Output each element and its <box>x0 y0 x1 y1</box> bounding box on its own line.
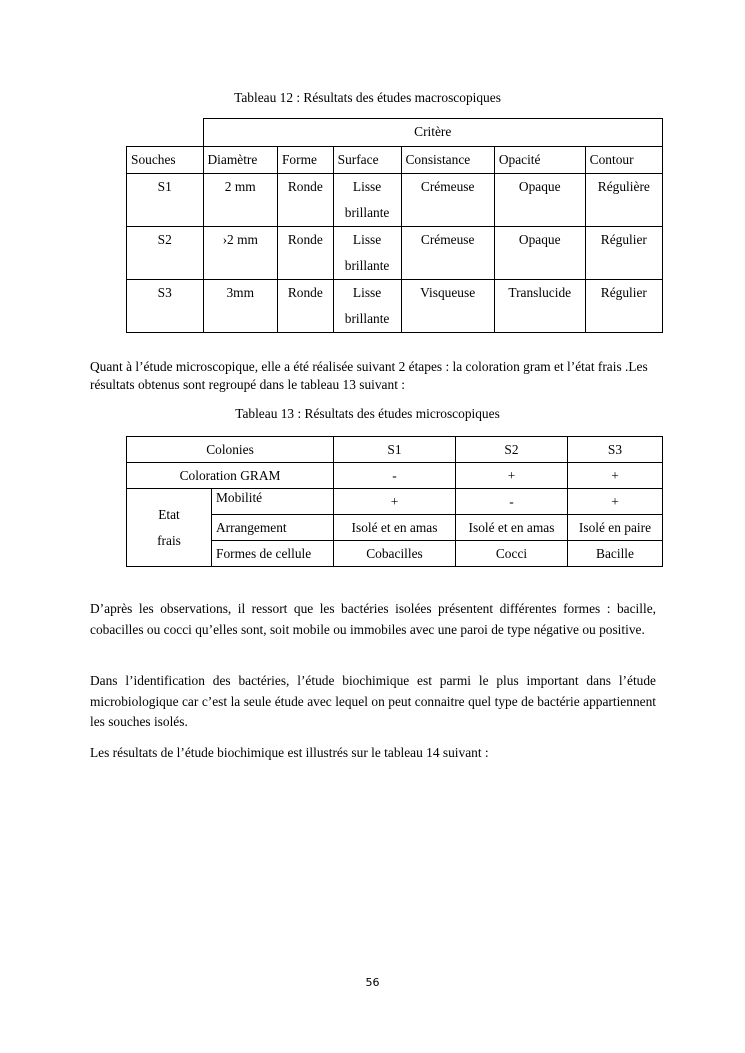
table-row <box>127 119 663 147</box>
etat-line-2: frais <box>157 532 181 548</box>
cell-contour: Régulière <box>585 174 662 227</box>
table-row <box>127 489 663 515</box>
col-header-s1: S1 <box>334 437 456 463</box>
cell-opacite: Translucide <box>494 280 585 333</box>
cell-diametre: 3mm <box>203 280 277 333</box>
gram-s2: + <box>456 463 568 489</box>
table-row <box>127 280 663 333</box>
arrangement-s3: Isolé en paire <box>568 515 663 541</box>
observations-paragraph: D’après les observations, il ressort que les bactéries isolées présentent différentes formes : bacille, cobacilles ou cocci qu’elles sont, soit mobile ou immobiles avec une paroi de type négative ou positive. <box>90 601 656 637</box>
results-paragraph: Les résultats de l’étude biochimique est illustrés sur le tableau 14 suivant : <box>90 745 489 760</box>
table-row <box>127 463 663 489</box>
cell-diametre: 2 mm <box>203 174 277 227</box>
surface-line-2: brillante <box>344 205 390 220</box>
col-header-opacite: Opacité <box>494 147 585 174</box>
criteria-header: Critère <box>203 119 663 147</box>
arrangement-s1: Isolé et en amas <box>334 515 456 541</box>
col-header-consistance: Consistance <box>401 147 494 174</box>
table-blank-cell <box>127 119 204 147</box>
cell-surface <box>333 174 401 227</box>
mobilite-s2: - <box>456 489 568 515</box>
cell-forme: Ronde <box>277 227 333 280</box>
surface-line-2: brillante <box>344 258 390 273</box>
page-number: 56 <box>365 976 380 989</box>
col-header-s2: S2 <box>456 437 568 463</box>
col-header-diametre: Diamètre <box>203 147 277 174</box>
cell-forme: Ronde <box>277 280 333 333</box>
col-header-s3: S3 <box>568 437 663 463</box>
table-macroscopic-results <box>126 118 663 333</box>
surface-line-2: brillante <box>344 311 390 326</box>
cell-consistance: Visqueuse <box>401 280 494 333</box>
etat-frais-label <box>127 489 212 567</box>
cell-surface <box>333 227 401 280</box>
surface-line-1: Lisse <box>352 179 382 194</box>
col-header-souches: Souches <box>127 147 204 174</box>
gram-s3: + <box>568 463 663 489</box>
formes-s3: Bacille <box>568 541 663 567</box>
surface-line-1: Lisse <box>352 232 382 247</box>
table12-caption: Tableau 12 : Résultats des études macroscopiques <box>234 90 501 105</box>
etat-line-1: Etat <box>158 506 180 522</box>
table-row <box>127 227 663 280</box>
cell-diametre: ›2 mm <box>203 227 277 280</box>
arrangement-s2: Isolé et en amas <box>456 515 568 541</box>
surface-line-1: Lisse <box>352 285 382 300</box>
mobilite-s1: + <box>334 489 456 515</box>
cell-consistance: Crémeuse <box>401 227 494 280</box>
gram-label: Coloration GRAM <box>127 463 334 489</box>
cell-contour: Régulier <box>585 227 662 280</box>
cell-forme: Ronde <box>277 174 333 227</box>
cell-consistance: Crémeuse <box>401 174 494 227</box>
intro-paragraph: Quant à l’étude microscopique, elle a été réalisée suivant 2 étapes : la coloration gram et l’état frais .Les résultats obtenus sont regroupé dans le tableau 13 suivant : <box>90 359 648 392</box>
cell-surface <box>333 280 401 333</box>
table-row <box>127 174 663 227</box>
cell-opacite: Opaque <box>494 227 585 280</box>
arrangement-label: Arrangement <box>212 515 334 541</box>
mobilite-label: Mobilité <box>212 489 334 515</box>
col-header-surface: Surface <box>333 147 401 174</box>
cell-souche: S3 <box>127 280 204 333</box>
table-microscopic-results <box>126 436 663 567</box>
table-header-row <box>127 437 663 463</box>
table13-caption: Tableau 13 : Résultats des études microscopiques <box>235 406 500 421</box>
identification-paragraph: Dans l’identification des bactéries, l’étude biochimique est parmi le plus important dans l’étude microbiologique car c’est la seule étude avec lequel on peut connaitre quel type de bactérie appartiennent les souches isolés. <box>90 673 656 729</box>
formes-label: Formes de cellule <box>212 541 334 567</box>
formes-s2: Cocci <box>456 541 568 567</box>
mobilite-s3: + <box>568 489 663 515</box>
col-header-colonies: Colonies <box>127 437 334 463</box>
gram-s1: - <box>334 463 456 489</box>
cell-opacite: Opaque <box>494 174 585 227</box>
col-header-forme: Forme <box>277 147 333 174</box>
formes-s1: Cobacilles <box>334 541 456 567</box>
cell-contour: Régulier <box>585 280 662 333</box>
table-header-row <box>127 147 663 174</box>
cell-souche: S1 <box>127 174 204 227</box>
col-header-contour: Contour <box>585 147 662 174</box>
cell-souche: S2 <box>127 227 204 280</box>
